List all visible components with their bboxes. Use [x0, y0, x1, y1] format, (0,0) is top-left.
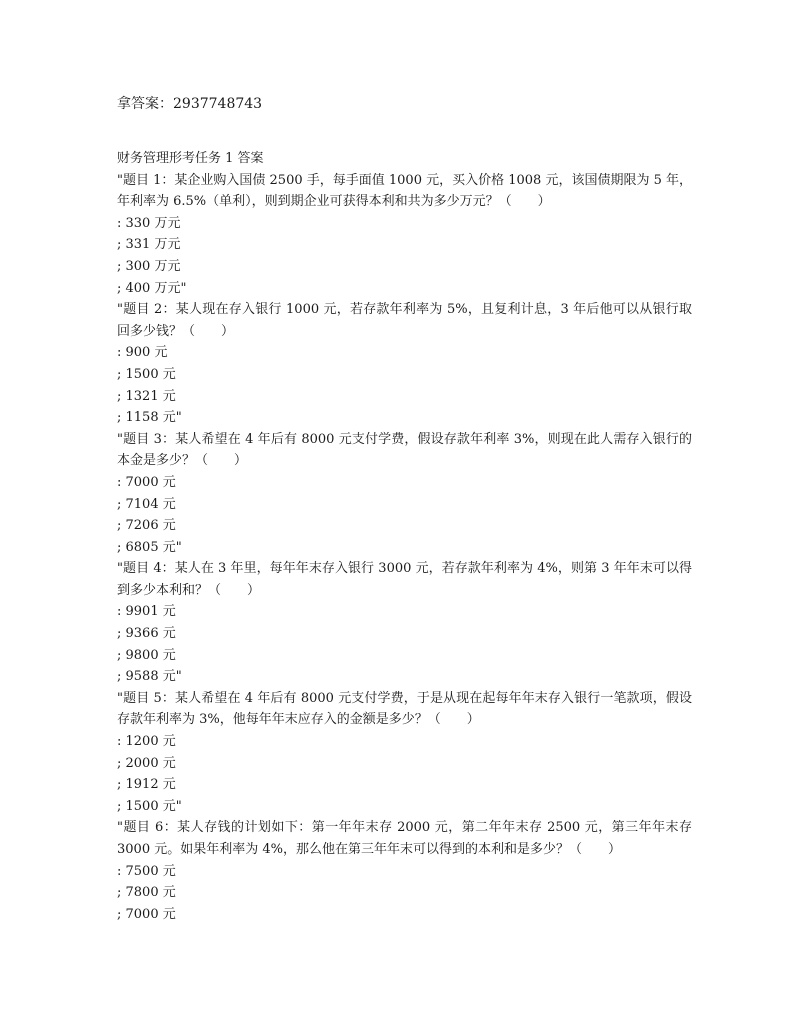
question-text: "题目 3：某人希望在 4 年后有 8000 元支付学费，假设存款年利率 3%，则现在此人需存入银行的本金是多少？（ ）	[117, 431, 692, 469]
question-text: "题目 6：某人存钱的计划如下：第一年年末存 2000 元，第二年年末存 2500 元，第三年年末存 3000 元。如果年利率为 4%，那么他在第三年年末可以得到的本利和是多少？（ ）	[117, 820, 692, 857]
option: ; 1912 元	[117, 777, 176, 793]
option: : 330 万元	[117, 215, 181, 231]
option: ; 1500 元"	[117, 798, 182, 814]
document-body	[117, 148, 692, 925]
option: ; 7000 元	[117, 906, 176, 922]
question-5	[117, 688, 692, 818]
question-3	[117, 429, 692, 559]
question-text: "题目 5：某人希望在 4 年后有 8000 元支付学费，于是从现在起每年年末存入银行一笔款项，假设存款年利率为 3%，他每年年末应存入的金额是多少？（ ）	[117, 690, 692, 728]
option: ; 9588 元"	[117, 669, 182, 685]
option: ; 300 万元	[117, 258, 181, 274]
option: : 9901 元	[117, 604, 176, 620]
question-text: "题目 4：某人在 3 年里，每年年末存入银行 3000 元，若存款年利率为 4%，则第 3 年年末可以得到多少本利和？（ ）	[117, 561, 692, 598]
option: ; 400 万元"	[117, 280, 187, 296]
option: : 7000 元	[117, 474, 176, 490]
option: ; 1321 元	[117, 388, 176, 404]
question-text: "题目 1：某企业购入国债 2500 手，每手面值 1000 元，买入价格 1008 元，该国债期限为 5 年，年利率为 6.5%（单利），则到期企业可获得本利和共为多少万元？（ ）	[117, 172, 692, 210]
question-text: "题目 2：某人现在存入银行 1000 元，若存款年利率为 5%，且复利计息，3 年后他可以从银行取回多少钱？（ ）	[117, 302, 692, 339]
question-2	[117, 299, 692, 429]
option: : 7500 元	[117, 863, 176, 879]
contact-line: 拿答案：2937748743	[117, 96, 263, 112]
option: ; 7800 元	[117, 885, 176, 901]
option: ; 9800 元	[117, 647, 176, 663]
option: ; 6805 元"	[117, 539, 182, 555]
document-title: 财务管理形考任务 1 答案	[117, 151, 264, 166]
question-1	[117, 170, 692, 300]
option: ; 1158 元"	[117, 410, 182, 426]
option: : 1200 元	[117, 734, 176, 750]
question-4	[117, 558, 692, 688]
option: ; 2000 元	[117, 755, 176, 771]
option: ; 331 万元	[117, 237, 181, 253]
question-6	[117, 817, 692, 925]
option: ; 7104 元	[117, 496, 176, 512]
option: : 900 元	[117, 345, 168, 361]
option: ; 1500 元	[117, 366, 176, 382]
option: ; 9366 元	[117, 626, 176, 642]
option: ; 7206 元	[117, 518, 176, 534]
